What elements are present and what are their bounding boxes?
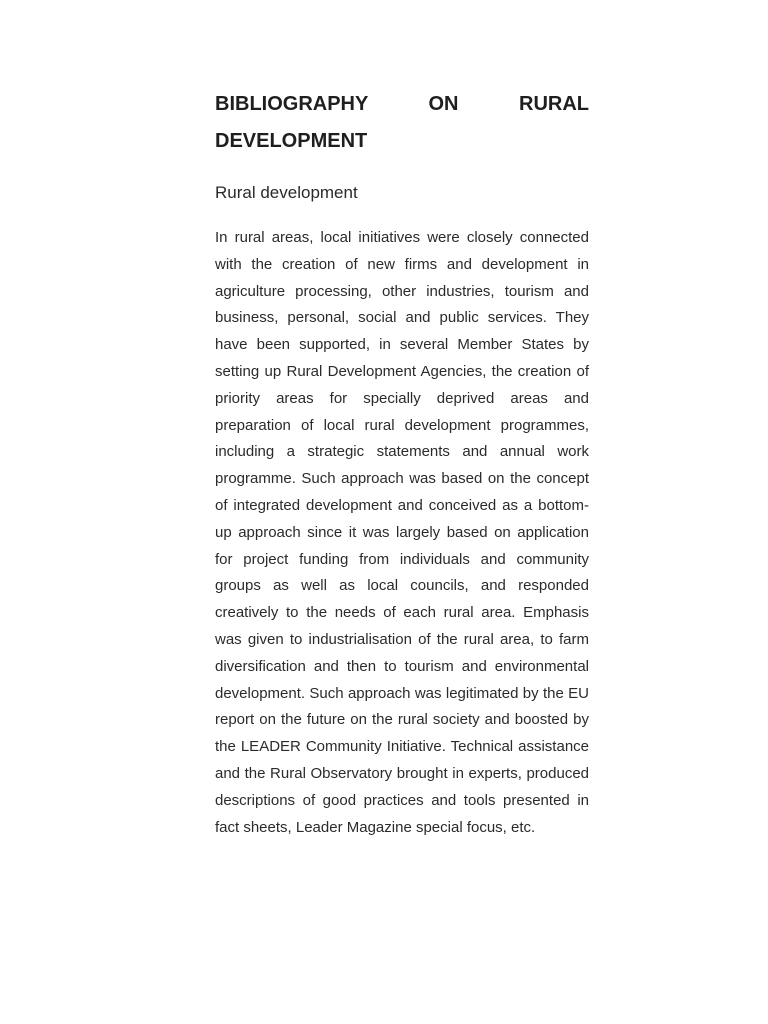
body-paragraph: In rural areas, local initiatives were closely connected with the creation of new firms and development in agriculture processing, other industries, tourism and business, personal, social and public services. They have been supported, in several Member States by setting up Rural Development Agencies, the creation of priority areas for specially deprived areas and preparation of local rural development programmes, including a strategic statements and annual work programme. Such approach was based on the concept of integrated development and conceived as a bottom-up approach since it was largely based on application for project funding from individuals and community groups as well as local councils, and responded creatively to the needs of each rural area. Emphasis was given to industrialisation of the rural area, to farm diversification and then to tourism and environmental development. Such approach was legitimated by the EU report on the future on the rural society and boosted by the LEADER Community Initiative. Technical assistance and the Rural Observatory brought in experts, produced descriptions of good practices and tools presented in fact sheets, Leader Magazine special focus, etc. bbox=[215, 229, 589, 836]
document-page bbox=[215, 86, 589, 841]
document-title: BIBLIOGRAPHY ON RURAL DEVELOPMENT bbox=[215, 93, 589, 152]
section-heading: Rural development bbox=[215, 183, 358, 202]
